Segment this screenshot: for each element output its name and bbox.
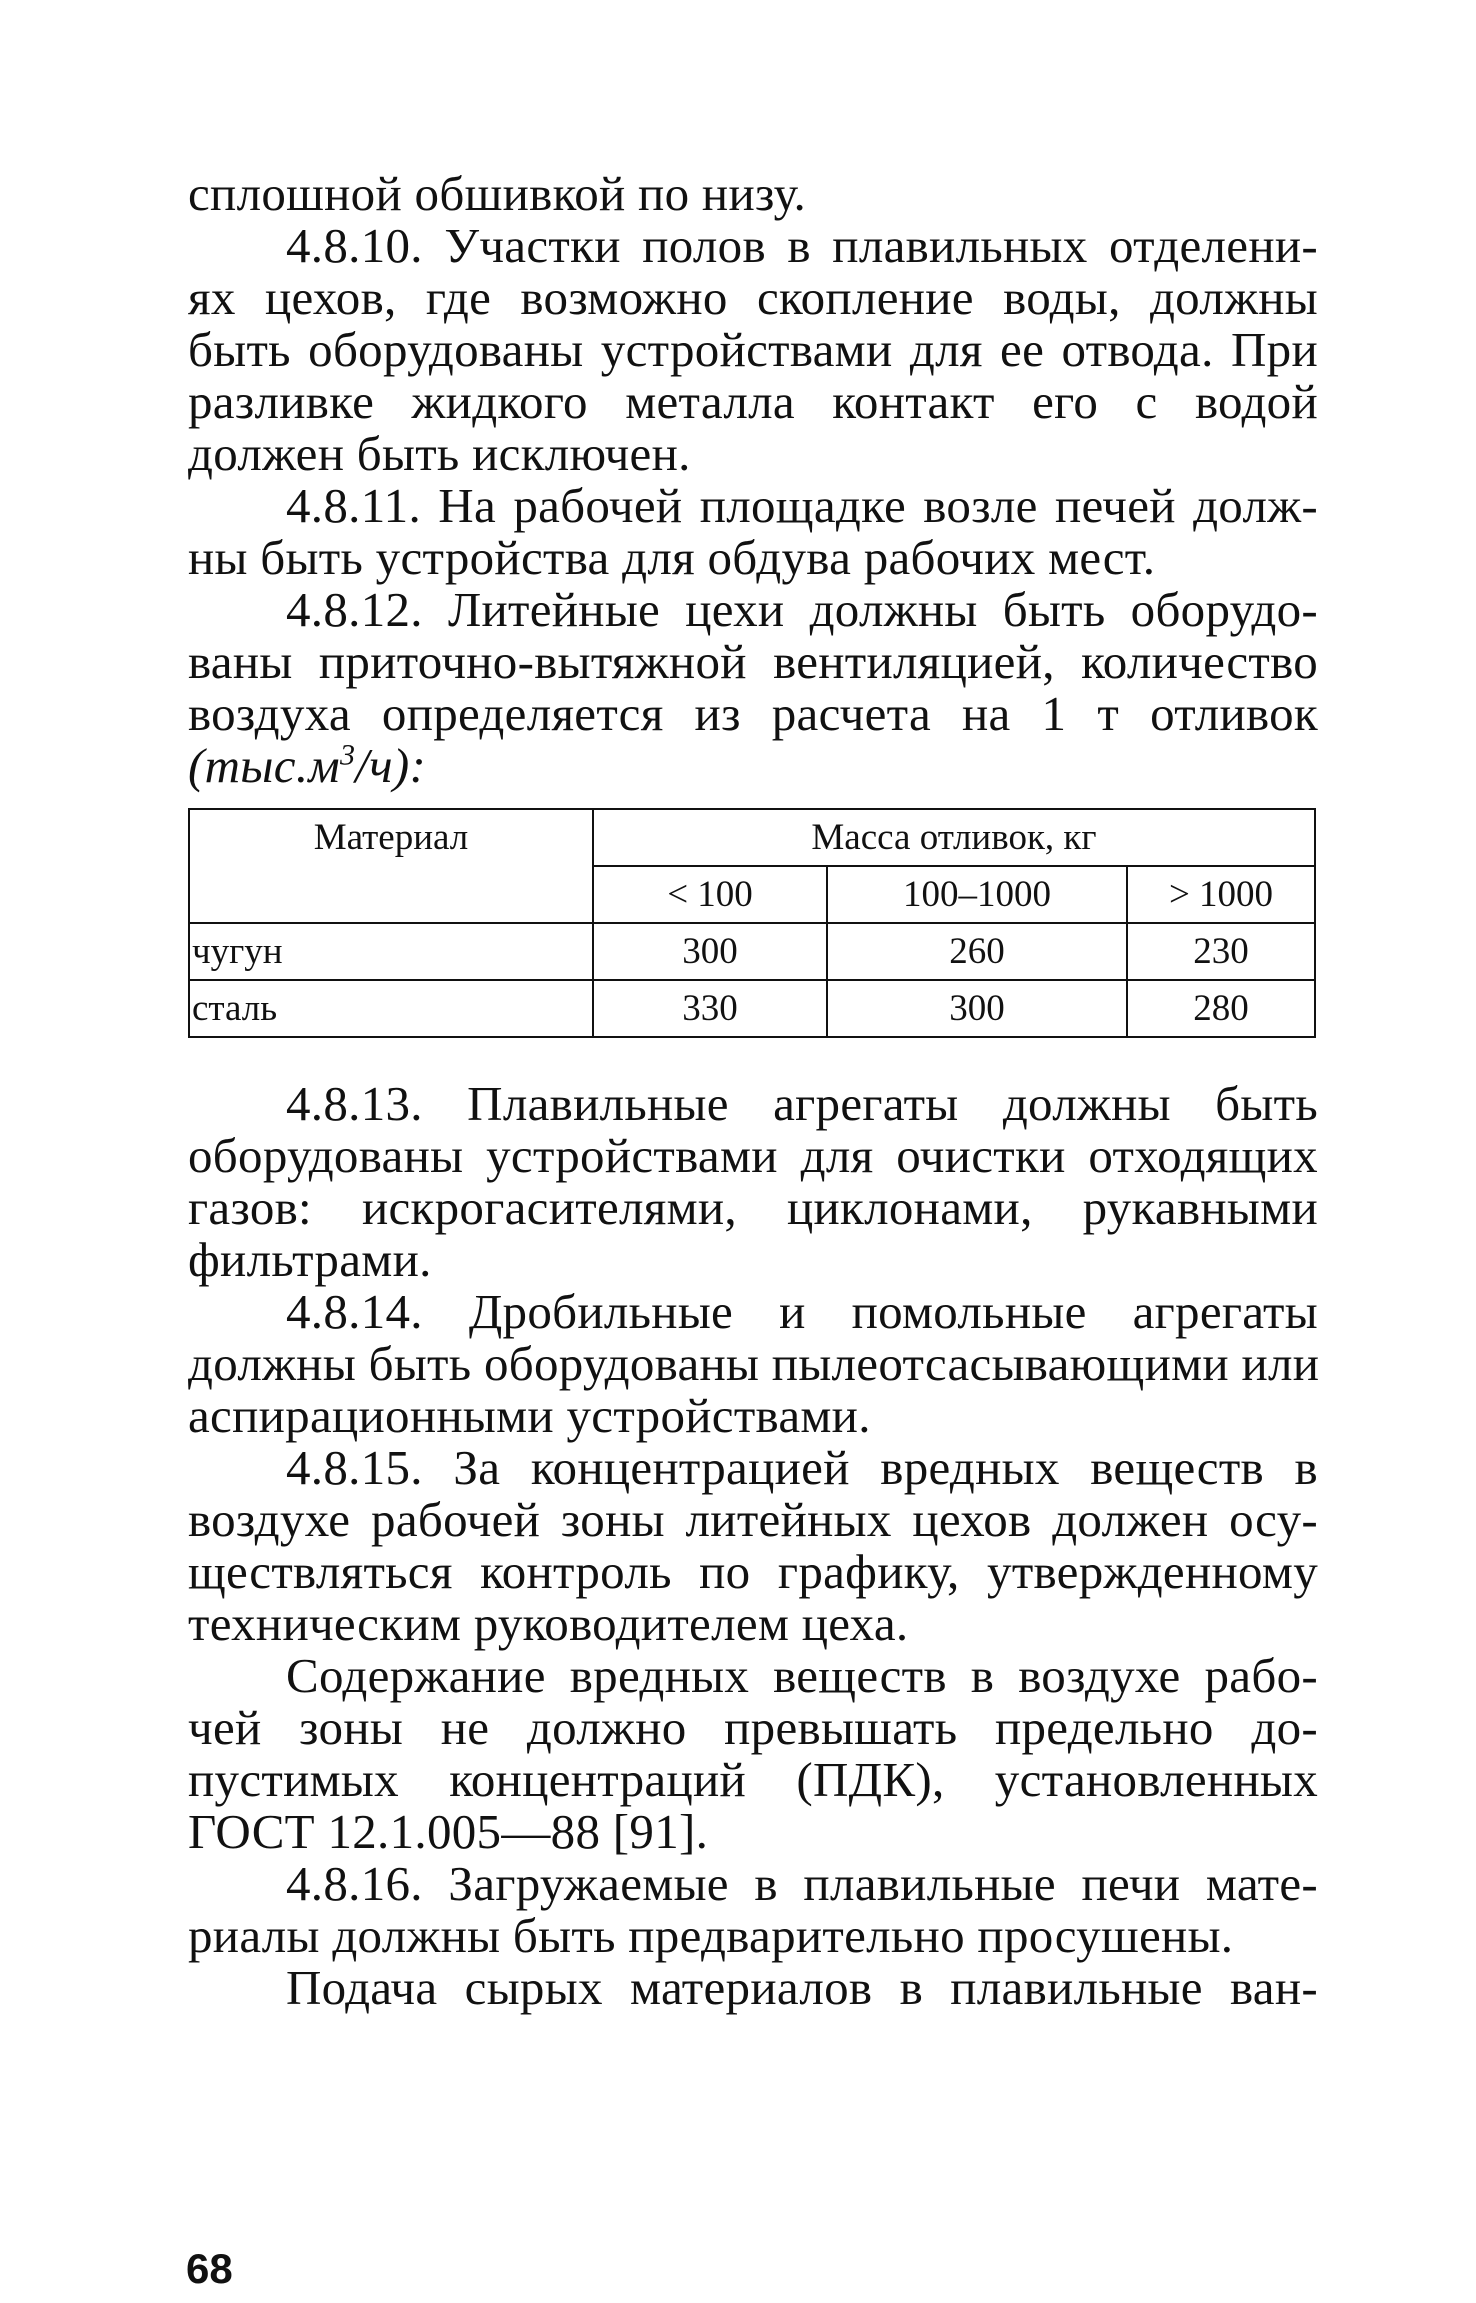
- text-line: Содержание вредных веществ в воздухе рабо-: [286, 1648, 1318, 1703]
- table-row: [189, 923, 1315, 980]
- unit-prefix: (тыс.м: [188, 738, 340, 793]
- mass-range-header: > 1000: [1127, 866, 1315, 923]
- value-cell: 260: [827, 923, 1127, 980]
- text-line: 4.8.12. Литейные цехи должны быть оборудо-: [286, 582, 1318, 637]
- text-line: техническим руководителем цеха.: [188, 1596, 909, 1651]
- text-block-top: [188, 168, 1318, 740]
- unit-line: [188, 740, 1318, 792]
- text-line: 4.8.11. На рабочей площадке возле печей долж-: [286, 478, 1318, 533]
- text-line: 4.8.15. За концентрацией вредных веществ в: [286, 1440, 1318, 1495]
- text-line: пустимых концентраций (ПДК), установленных: [188, 1752, 1318, 1807]
- material-cell: чугун: [189, 923, 593, 980]
- table-header-row: [189, 809, 1315, 866]
- text-line: 4.8.16. Загружаемые в плавильные печи мате-: [286, 1856, 1318, 1911]
- text-line: ваны приточно-вытяжной вентиляцией, количество: [188, 634, 1318, 689]
- text-line: разливке жидкого металла контакт его с водой: [188, 374, 1318, 429]
- text-line: оборудованы устройствами для очистки отходящих: [188, 1128, 1318, 1183]
- table-row: [189, 980, 1315, 1037]
- text-line: ях цехов, где возможно скопление воды, должны: [188, 270, 1318, 325]
- text-line: газов: искрогасителями, циклонами, рукавными: [188, 1180, 1318, 1235]
- text-line: быть оборудованы устройствами для ее отвода. При: [188, 322, 1318, 377]
- text-block-bottom: [188, 1078, 1318, 2014]
- mass-column-header: Масса отливок, кг: [593, 809, 1315, 866]
- page-body: [188, 168, 1318, 2014]
- ventilation-table: [188, 808, 1316, 1038]
- text-line: чей зоны не должно превышать предельно до-: [188, 1700, 1318, 1755]
- text-line: ществляться контроль по графику, утвержденному: [188, 1544, 1318, 1599]
- material-cell: сталь: [189, 980, 593, 1037]
- text-line: Подача сырых материалов в плавильные ван-: [286, 1960, 1318, 2015]
- text-line: сплошной обшивкой по низу.: [188, 166, 807, 221]
- text-line: ГОСТ 12.1.005—88 [91].: [188, 1804, 709, 1859]
- value-cell: 300: [593, 923, 827, 980]
- text-line: воздухе рабочей зоны литейных цехов должен осу-: [188, 1492, 1318, 1547]
- text-line: 4.8.13. Плавильные агрегаты должны быть: [286, 1076, 1318, 1131]
- text-line: фильтрами.: [188, 1232, 432, 1287]
- text-line: аспирационными устройствами.: [188, 1388, 871, 1443]
- material-column-header: Материал: [189, 809, 593, 923]
- mass-range-header: 100–1000: [827, 866, 1127, 923]
- unit-superscript: 3: [339, 738, 356, 772]
- mass-range-header: < 100: [593, 866, 827, 923]
- text-line: должны быть оборудованы пылеотсасывающими или: [188, 1336, 1320, 1391]
- text-line: 4.8.10. Участки полов в плавильных отделени-: [286, 218, 1318, 273]
- text-line: воздуха определяется из расчета на 1 т отливок: [188, 686, 1318, 741]
- value-cell: 280: [1127, 980, 1315, 1037]
- text-line: ны быть устройства для обдува рабочих мест.: [188, 530, 1156, 585]
- value-cell: 330: [593, 980, 827, 1037]
- value-cell: 230: [1127, 923, 1315, 980]
- unit-suffix: /ч):: [355, 738, 427, 793]
- page-number: 68: [186, 2245, 233, 2292]
- value-cell: 300: [827, 980, 1127, 1037]
- text-line: риалы должны быть предварительно просушены.: [188, 1908, 1234, 1963]
- text-line: должен быть исключен.: [188, 426, 691, 481]
- text-line: 4.8.14. Дробильные и помольные агрегаты: [286, 1284, 1318, 1339]
